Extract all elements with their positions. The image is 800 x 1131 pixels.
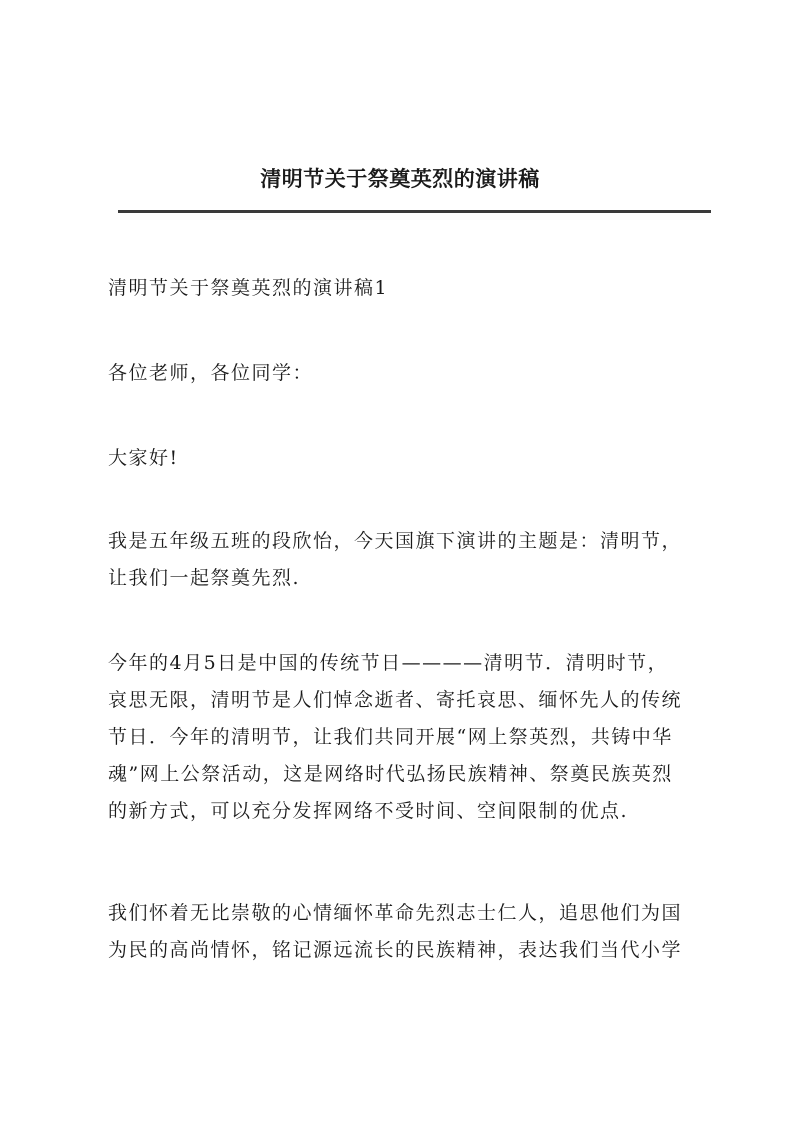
- text-line: 魂”网上公祭活动，这是网络时代弘扬民族精神、祭奠民族英烈: [108, 763, 673, 785]
- page-title: 清明节关于祭奠英烈的演讲稿: [260, 166, 540, 191]
- greeting-line: [108, 355, 712, 392]
- body-paragraph-1: [108, 645, 712, 830]
- hello-line: [108, 440, 712, 477]
- text-line: 让我们一起祭奠先烈.: [108, 567, 301, 589]
- intro-paragraph: [108, 523, 712, 597]
- text-line: 我是五年级五班的段欣怡，今天国旗下演讲的主题是：清明节，: [108, 530, 683, 552]
- text-line: 为民的高尚情怀，铭记源远流长的民族精神，表达我们当代小学: [108, 939, 683, 961]
- body-paragraph-2: [108, 895, 712, 969]
- text-line: 节日．今年的清明节，让我们共同开展“网上祭英烈，共铸中华: [108, 726, 673, 748]
- text-line: 大家好!: [108, 447, 179, 469]
- speech-subtitle: [108, 270, 712, 307]
- text-line: 各位老师，各位同学：: [108, 362, 314, 384]
- text-line: 的新方式，可以充分发挥网络不受时间、空间限制的优点.: [108, 800, 629, 822]
- text-line: 我们怀着无比崇敬的心情缅怀革命先烈志士仁人，追思他们为国: [108, 902, 683, 924]
- text-line: 今年的4月5日是中国的传统节日————清明节．清明时节，: [108, 652, 669, 674]
- title-divider: [118, 210, 711, 213]
- text-line: 清明节关于祭奠英烈的演讲稿1: [108, 277, 389, 299]
- text-line: 哀思无限，清明节是人们悼念逝者、寄托哀思、缅怀先人的传统: [108, 689, 683, 711]
